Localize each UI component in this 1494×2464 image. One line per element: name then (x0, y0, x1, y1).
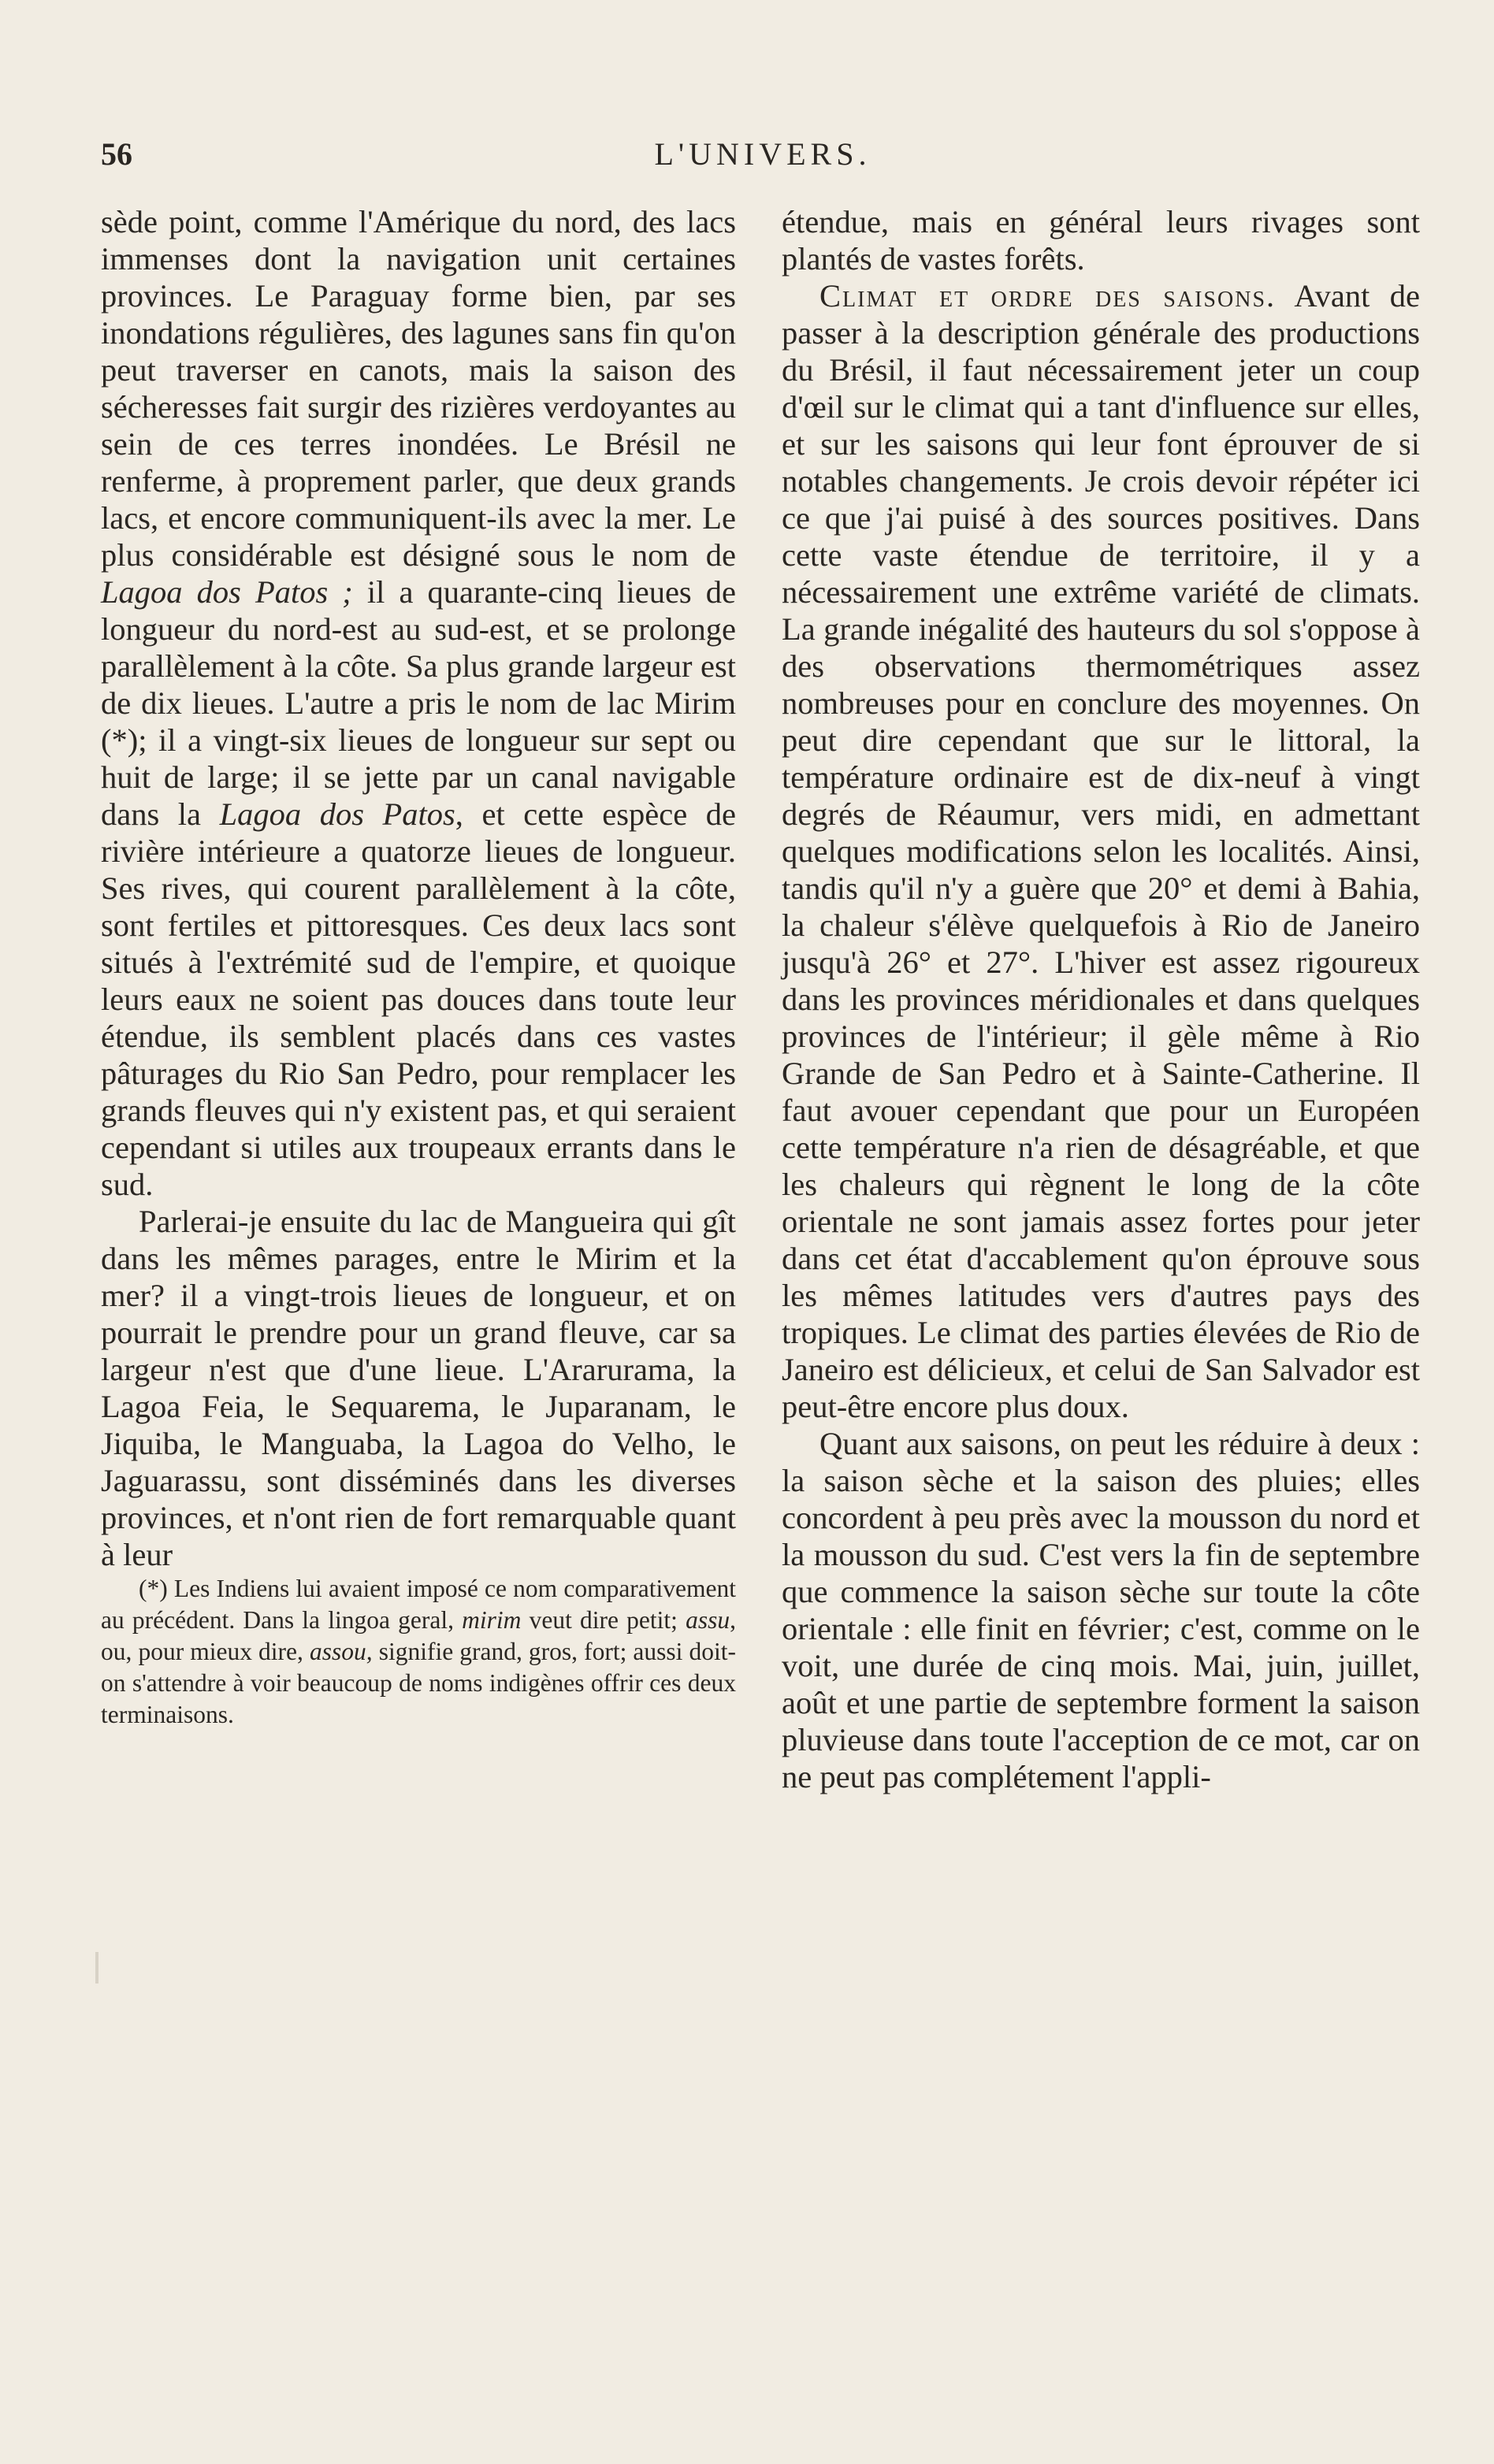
footnote-text-d: signifie grand, gros, fort; aussi doit-on s'attendre à voir beaucoup de noms indigènes offrir ces deux terminaisons. (101, 1638, 736, 1728)
left-paragraph-2: Parlerai-je ensuite du lac de Mangueira qui gît dans les mêmes parages, entre le Mirim et la mer? il a vingt-trois lieues de longueur, et on pourrait le prendre pour un grand fleuve, car sa largeur n'est que d'une lieue. L'Ararurama, la Lagoa Feia, le Sequarema, le Juparanam, le Jiquiba, le Manguaba, la Lagoa do Velho, le Jaguarassu, sont disséminés dans les diverses provinces, et n'ont rien de fort remarquable quant à leur (101, 1204, 736, 1572)
running-title: L'UNIVERS. (654, 136, 872, 172)
footnote-italic-c: assou, (309, 1638, 373, 1665)
footnote-text-b: veut dire petit; (521, 1606, 686, 1634)
section-heading: Climat et ordre des saisons. (819, 278, 1277, 314)
left-paragraph-1-text-a: sède point, comme l'Amérique du nord, des lacs immenses dont la navigation unit certaines provinces. Le Paraguay forme bien, par ses inondations régulières, des lagunes sans fin qu'on peut traverser en canots, mais la saison des sécheresses fait surgir des rizières verdoyantes au sein de ces terres inondées. Le Brésil ne renferme, à proprement parler, que deux grands lacs, et encore communiquent-ils avec la mer. Le plus considérable est désigné sous le nom de (101, 204, 736, 573)
left-paragraph-1-italic-a: Lagoa dos Patos ; (101, 574, 353, 610)
right-paragraph-3: Quant aux saisons, on peut les réduire à deux : la saison sèche et la saison des pluies; elles concordent à peu près avec la mousson du nord et la mousson du sud. C'est vers la fin de septembre que commence la saison sèche sur toute la côte orientale : elle finit en février; c'est, comme on le voit, une durée de cinq mois. Mai, juin, juillet, août et une partie de septembre forment la saison pluvieuse dans toute l'acception de ce mot, car on ne peut pas complétement l'appli- (782, 1426, 1420, 1794)
right-paragraph-2 (782, 277, 1420, 1425)
left-column (101, 203, 736, 1731)
right-paragraph-2-text: Avant de passer à la description générale des productions du Brésil, il faut nécessairement jeter un coup d'œil sur le climat qui a tant d'influence sur elles, et sur les saisons qui leur font éprouver de si notables changements. Je crois devoir répéter ici ce que j'ai puisé à des sources positives. Dans cette vaste étendue de territoire, il y a nécessairement une extrême variété de climats. La grande inégalité des hauteurs du sol s'oppose à des observations thermométriques assez nombreuses pour en conclure des moyennes. On peut dire cependant que sur le littoral, la température ordinaire est de dix-neuf à vingt degrés de Réaumur, vers midi, en admettant quelques modifications selon les localités. Ainsi, tandis qu'il n'y a guère que 20° et demi à Bahia, la chaleur s'élève quelquefois à Rio de Janeiro jusqu'à 26° et 27°. L'hiver est assez rigoureux dans les provinces méridionales et dans quelques provinces de l'intérieur; il gèle même à Rio Grande de San Pedro et à Sainte-Catherine. Il faut avouer cependant que pour un Européen cette température n'a rien de désagréable, et que les chaleurs qui règnent le long de la côte orientale ne sont jamais assez fortes pour jeter dans cet état d'accablement qu'on éprouve sous les mêmes latitudes vers d'autres pays des tropiques. Le climat des parties élevées de Rio de Janeiro est délicieux, et celui de San Salvador est peut-être encore plus doux. (782, 278, 1420, 1424)
left-paragraph-1-text-c: , et cette espèce de rivière intérieure a quatorze lieues de longueur. Ses rives, qui courent parallèlement à la côte, sont fertiles et pittoresques. Ces deux lacs sont situés à l'extrémité sud de l'empire, et quoique leurs eaux ne soient pas douces dans toute leur étendue, ils semblent placés dans ces vastes pâturages du Rio San Pedro, pour remplacer les grands fleuves qui n'y existent pas, et qui seraient cependant si utiles aux troupeaux errants dans le sud. (101, 796, 736, 1202)
footnote-italic-b: assu (686, 1606, 730, 1634)
left-paragraph-1-text-b: il a quarante-cinq lieues de longueur du nord-est au sud-est, et se prolonge parallèlement à la côte. Sa plus grande largeur est de dix lieues. L'autre a pris le nom de lac Mirim (*); il a vingt-six lieues de longueur sur sept ou huit de large; il se jette par un canal navigable dans la (101, 574, 736, 832)
footnote (101, 1573, 736, 1731)
page-number: 56 (101, 136, 132, 172)
margin-mark (95, 1952, 98, 1983)
footnote-text-c: , ou, pour mieux dire, (101, 1606, 736, 1665)
left-paragraph-1 (101, 203, 736, 1203)
left-paragraph-1-italic-b: Lagoa dos Patos (219, 796, 455, 832)
page-header (101, 135, 1425, 183)
right-column (782, 203, 1420, 1795)
footnote-text-a: (*) Les Indiens lui avaient imposé ce nom comparativement au précédent. Dans la lingoa geral, (101, 1575, 736, 1634)
right-paragraph-1: étendue, mais en général leurs rivages sont plantés de vastes forêts. (782, 204, 1420, 276)
footnote-italic-a: mirim (462, 1606, 522, 1634)
